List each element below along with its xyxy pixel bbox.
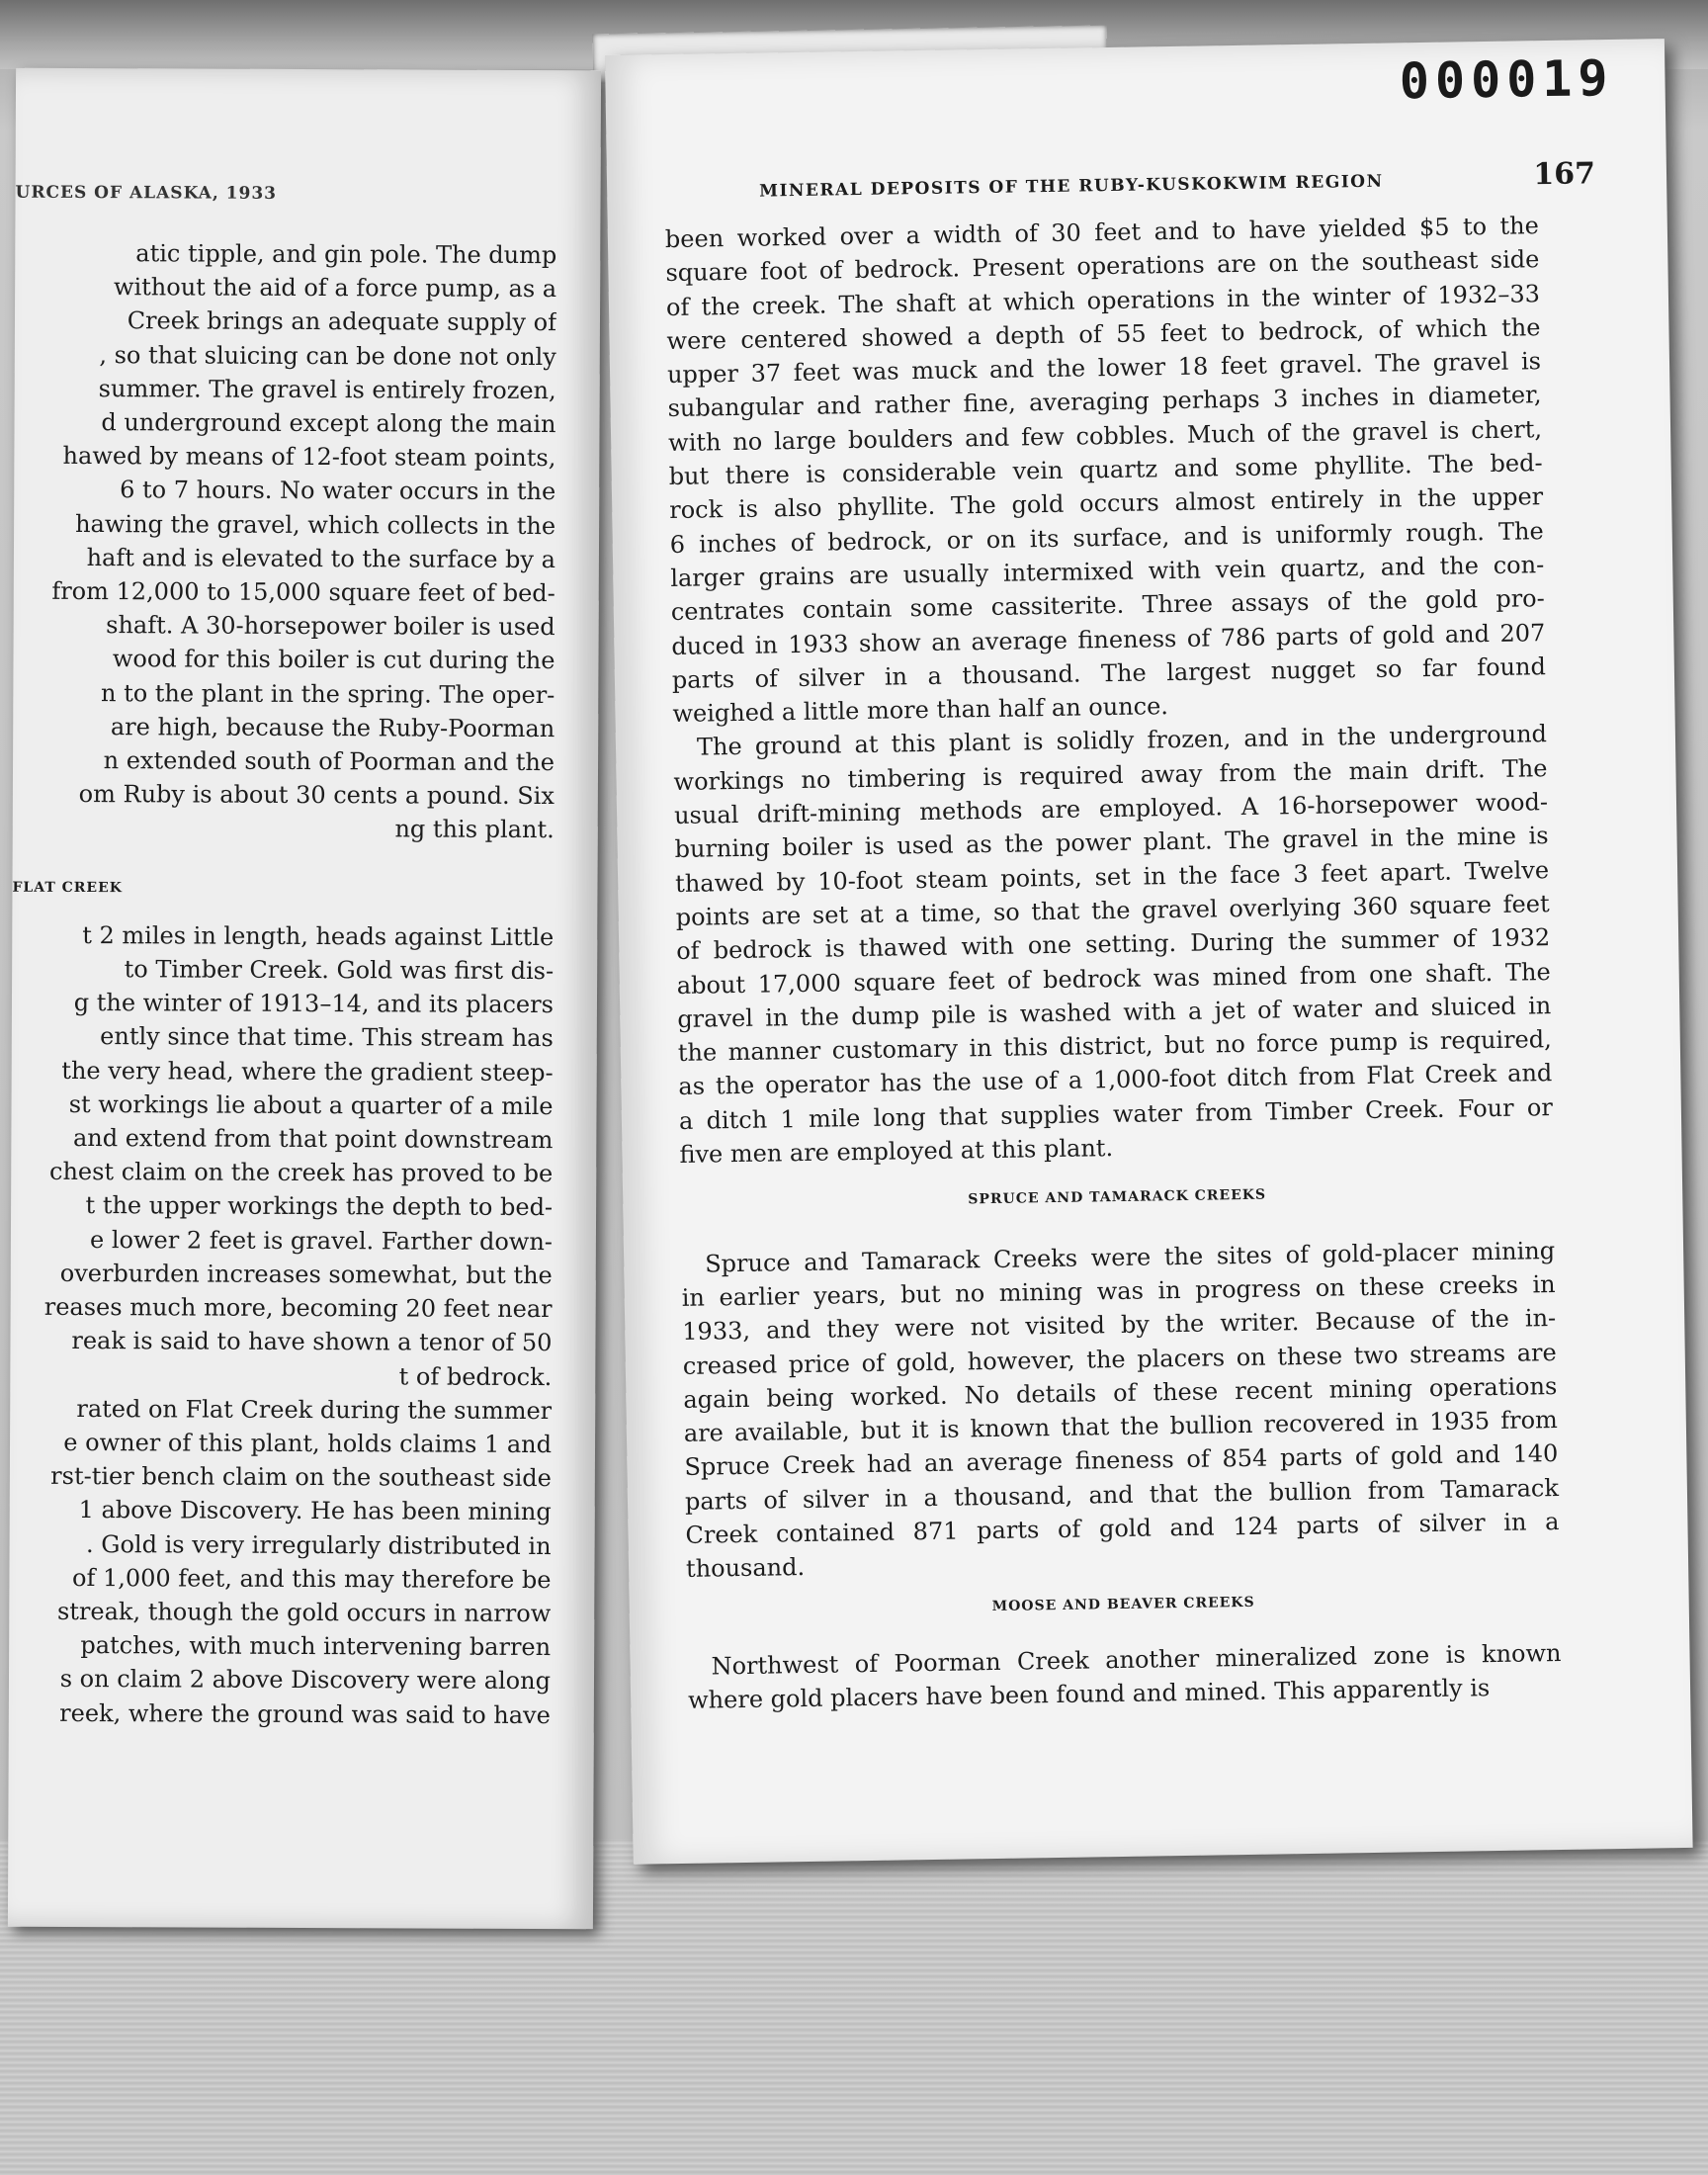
left-text-line: wood for this boiler is cut during the [112,645,555,675]
left-text-line: e lower 2 feet is gravel. Farther down- [90,1225,553,1256]
text-line: about 17,000 square feet of bedrock was mined from one shaft. The [676,957,1551,1000]
text-line: points are set at a time, so that the gravel overlying 360 square feet [675,890,1550,931]
running-head-title: MINERAL DEPOSITS OF THE RUBY-KUSKOKWIM REGION [759,171,1384,202]
page-number: 167 [1533,156,1596,193]
left-text-line: streak, though the gold occurs in narrow [56,1597,552,1628]
left-text-line: rst-tier bench claim on the southeast side [50,1461,552,1493]
left-text-line: st workings lie about a quarter of a mile [68,1089,554,1120]
left-page [8,68,601,1930]
left-text-line: reak is said to have shown a tenor of 50 [71,1327,553,1357]
left-text-line: om Ruby is about 30 cents a pound. Six [78,780,555,811]
text-line: 6 inches of bedrock, or on its surface, and is uniformly rough. The [669,516,1544,559]
text-line: parts of silver in a thousand. The largest nugget so far found [671,652,1547,694]
left-text-line: from 12,000 to 15,000 square feet of bed- [51,576,555,608]
text-line: upper 37 feet was muck and the lower 18 feet gravel. The gravel is [666,347,1542,390]
right-running-head [731,156,1601,205]
left-text-line: s on claim 2 above Discovery were along [59,1665,552,1696]
left-section-heading: FLAT CREEK [12,879,123,896]
text-line: Northwest of Poorman Creek another mineralized zone is known [711,1638,1562,1681]
text-line: 1933, and they were not visited by the writer. Because of the in- [682,1304,1557,1347]
left-text-line: are high, because the Ruby-Poorman [110,712,555,742]
left-running-head: URCES OF ALASKA, 1933 [15,182,278,204]
text-line: gravel in the dump pile is washed with a jet of water and sluiced in [677,991,1552,1033]
text-line: again being worked. No details of these recent mining operations [683,1371,1558,1414]
text-line: larger grains are usually intermixed with vein quartz, and the con- [670,551,1545,592]
left-text-line: shaft. A 30-horsepower boiler is used [106,611,555,642]
left-text-line: 1 above Discovery. He has been mining [78,1496,552,1526]
text-line: Creek contained 871 parts of gold and 124 parts of silver in a [685,1508,1560,1549]
left-text-line: to Timber Creek. Gold was first dis- [124,955,555,986]
left-page-text [9,236,557,1732]
left-text-line: summer. The gravel is entirely frozen, [98,374,556,404]
text-line: burning boiler is used as the power plant. The gravel in the mine is [674,822,1549,864]
left-text-line: Creek brings an adequate supply of [127,306,557,337]
text-line: with no large boulders and few cobbles. Much of the gravel is chert, [667,414,1543,457]
paragraph-4 [687,1636,1562,1717]
left-text-line: chest claim on the creek has proved to be [48,1158,554,1188]
text-line: where gold placers have been found and mined. This apparently is [687,1674,1491,1715]
left-text-line: patches, with much intervening barren [80,1631,552,1662]
left-text-line: rated on Flat Creek during the summer [76,1394,553,1425]
left-text-line: and extend from that point downstream [72,1124,554,1155]
left-text-line: e owner of this plant, holds claims 1 and [63,1428,553,1459]
right-page [605,39,1693,1865]
section-heading-moose-beaver: MOOSE AND BEAVER CREEKS [991,1594,1255,1614]
text-line: as the operator has the use of a 1,000-foot ditch from Flat Creek and [678,1059,1553,1101]
text-line: usual drift-mining methods are employed. A 16-horsepower wood- [673,788,1549,830]
left-text-line: ently since that time. This stream has [100,1022,554,1053]
left-text-line: t the upper workings the depth to bed- [85,1191,554,1222]
left-text-line: the very head, where the gradient steep- [61,1056,554,1087]
text-line: a ditch 1 mile long that supplies water from Timber Creek. Four or [678,1092,1554,1135]
text-line: in earlier years, but no mining was in progress on these creeks in [681,1269,1556,1312]
text-line: square foot of bedrock. Present operations are on the southeast side [665,245,1540,288]
text-line: parts of silver in a thousand, and that the bullion from Tamarack [684,1473,1560,1516]
text-line: thawed by 10-foot steam points, set in the face 3 feet apart. Twelve [674,855,1550,898]
text-line: but there is considerable vein quartz and some phyllite. The bed- [668,449,1543,491]
section-heading-spruce-tamarack: SPRUCE AND TAMARACK CREEKS [968,1186,1267,1208]
text-line: duced in 1933 show an average fineness of 786 parts of gold and 207 [671,618,1546,660]
text-line: workings no timbering is required away from the main drift. The [673,753,1548,796]
left-text-line: of 1,000 feet, and this may therefore be [71,1563,552,1594]
paragraph-2 [673,718,1554,1173]
left-text-line: reases much more, becoming 20 feet near [43,1292,553,1324]
left-text-line: . Gold is very irregularly distributed in [86,1529,552,1560]
left-text-line: d underground except along the main [101,408,556,439]
text-line: thousand. [685,1553,806,1584]
left-text-line: , so that sluicing can be done not only [99,340,556,371]
document-stamp-number: 000019 [1399,48,1614,111]
text-line: Spruce Creek had an average fineness of 854 parts of gold and 140 [684,1439,1559,1482]
text-line: weighed a little more than half an ounce. [672,692,1169,729]
right-page-text [665,209,1563,1717]
left-text-line: hawed by means of 12-foot steam points, [62,442,556,473]
text-line: Spruce and Tamarack Creeks were the sites of gold-placer mining [704,1236,1556,1278]
text-line: centrates contain some cassiterite. Three assays of the gold pro- [670,584,1545,627]
text-line: five men are employed at this plant. [679,1134,1114,1169]
left-text-line: haft and is elevated to the surface by a [86,543,556,573]
left-text-line: overburden increases somewhat, but the [59,1259,553,1289]
left-text-line: without the aid of a force pump, as a [113,273,557,304]
text-line: been worked over a width of 30 feet and to have yielded $5 to the [664,212,1540,254]
text-line: The ground at this plant is solidly frozen, and in the underground [696,720,1548,762]
text-line: the manner customary in this district, but no force pump is required, [677,1025,1552,1068]
left-text-line: atic tipple, and gin pole. The dump [135,239,557,270]
left-text-line: t 2 miles in length, heads against Little [82,920,555,951]
left-text-line: reek, where the ground was said to have [59,1698,551,1729]
text-line: of the creek. The shaft at which operations in the winter of 1932–33 [665,279,1541,321]
left-text-line: 6 to 7 hours. No water occurs in the [120,476,556,506]
left-text-line: n to the plant in the spring. The oper- [100,678,555,709]
text-line: rock is also phyllite. The gold occurs almost entirely in the upper [669,482,1544,525]
text-line: were centered showed a depth of 55 feet to bedrock, of which the [666,313,1541,355]
paragraph-1 [665,209,1547,731]
left-text-line: t of bedrock. [398,1361,553,1391]
text-line: are available, but it is known that the bullion recovered in 1935 from [683,1406,1559,1448]
text-line: creased price of gold, however, the placers on these two streams are [682,1338,1557,1380]
text-line: of bedrock is thawed with one setting. During the summer of 1932 [676,923,1551,966]
left-text-line: hawing the gravel, which collects in the [75,509,556,540]
left-text-line: n extended south of Poorman and the [103,746,555,777]
left-text-line: ng this plant. [394,815,555,844]
left-text-line: g the winter of 1913–14, and its placers [73,989,555,1019]
text-line: subangular and rather fine, averaging perhaps 3 inches in diameter, [667,381,1542,423]
paragraph-3 [681,1234,1560,1587]
